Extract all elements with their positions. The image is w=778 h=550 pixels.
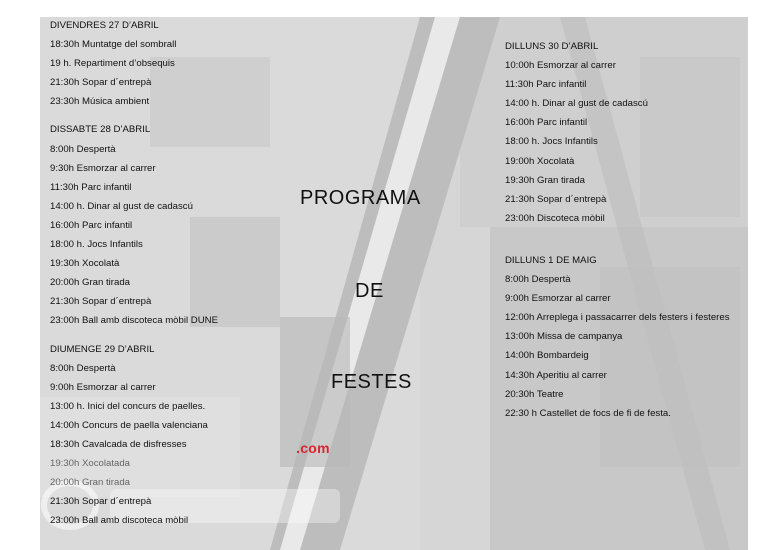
event-item: 23:30h Música ambient — [50, 96, 150, 108]
event-item: 20:00h Gran tirada — [50, 477, 131, 489]
event-item: 8:00h Despertà — [50, 143, 116, 155]
event-item: 23:00h Ball amb discoteca mòbil DUNE — [50, 315, 218, 327]
event-item: 23:00h Discoteca mòbil — [505, 212, 605, 224]
event-item: 21:30h Sopar d´entrepà — [50, 296, 152, 308]
day-heading-dilluns-30: DILLUNS 30 D’ABRIL — [505, 41, 599, 52]
event-item: 8:00h Despertà — [50, 362, 116, 374]
programme-title-line3: FESTES — [331, 371, 412, 393]
event-item: 11:30h Parc infantil — [50, 181, 132, 193]
event-item: 18:30h Cavalcada de disfresses — [50, 438, 187, 450]
event-item: 18:00 h. Jocs Infantils — [505, 136, 598, 148]
event-item: 8:00h Despertà — [505, 274, 571, 286]
event-item: 12:00h Arreplega i passacarrer dels festers i festeres — [505, 312, 730, 324]
event-item: 14:00h Bombardeig — [505, 350, 589, 362]
programme-title-line2: DE — [355, 280, 384, 302]
programme-title-line1: PROGRAMA — [300, 187, 421, 209]
event-item: 19:30h Xocolatada — [50, 458, 131, 470]
event-item: 20:00h Gran tirada — [50, 277, 131, 289]
schedule-right-column — [505, 37, 730, 423]
event-item: 19 h. Repartiment d’obsequis — [50, 58, 175, 70]
event-item: 18:00 h. Jocs Infantils — [50, 239, 143, 251]
event-item: 21:30h Sopar d´entrepà — [50, 496, 152, 508]
event-item: 21:30h Sopar d´entrepà — [505, 193, 607, 205]
event-item: 22:30 h Castellet de focs de fi de festa. — [505, 407, 671, 419]
event-item: 10:00h Esmorzar al carrer — [505, 60, 616, 72]
event-item: 20:30h Teatre — [505, 388, 564, 400]
event-item: 11:30h Parc infantil — [505, 79, 587, 91]
day-heading-dissabte: DISSABTE 28 D’ABRIL — [50, 124, 151, 136]
event-item: 16:00h Parc infantil — [505, 117, 588, 129]
day-heading-divendres: DIVENDRES 27 D’ABRIL — [50, 20, 159, 31]
event-item: 13:00 h. Inici del concurs de paelles. — [50, 400, 206, 412]
event-item: 9:00h Esmorzar al carrer — [505, 293, 611, 305]
event-item: 16:00h Parc infantil — [50, 219, 133, 231]
com-logo: .com — [296, 440, 330, 456]
event-item: 9:30h Esmorzar al carrer — [50, 162, 156, 174]
event-item: 13:00h Missa de campanya — [505, 331, 623, 343]
event-item: 19:00h Xocolatà — [505, 155, 575, 167]
event-item: 14:00 h. Dinar al gust de cadascú — [50, 200, 193, 212]
event-item: 18:30h Muntatge del sombrall — [50, 39, 177, 51]
event-item: 19:30h Xocolatà — [50, 258, 120, 270]
schedule-left-column — [50, 16, 218, 530]
day-heading-diumenge: DIUMENGE 29 D’ABRIL — [50, 343, 155, 355]
event-item: 9:00h Esmorzar al carrer — [50, 381, 156, 393]
event-item: 14:00h Concurs de paella valenciana — [50, 419, 208, 431]
event-item: 14:30h Aperitiu al carrer — [505, 369, 607, 381]
event-item: 19:30h Gran tirada — [505, 174, 586, 186]
day-heading-dilluns-1-maig: DILLUNS 1 DE MAIG — [505, 254, 597, 266]
event-item: 14:00 h. Dinar al gust de cadascú — [505, 98, 648, 110]
event-item: 23:00h Ball amb discoteca mòbil — [50, 515, 189, 527]
event-item: 21:30h Sopar d´entrepà — [50, 77, 152, 89]
